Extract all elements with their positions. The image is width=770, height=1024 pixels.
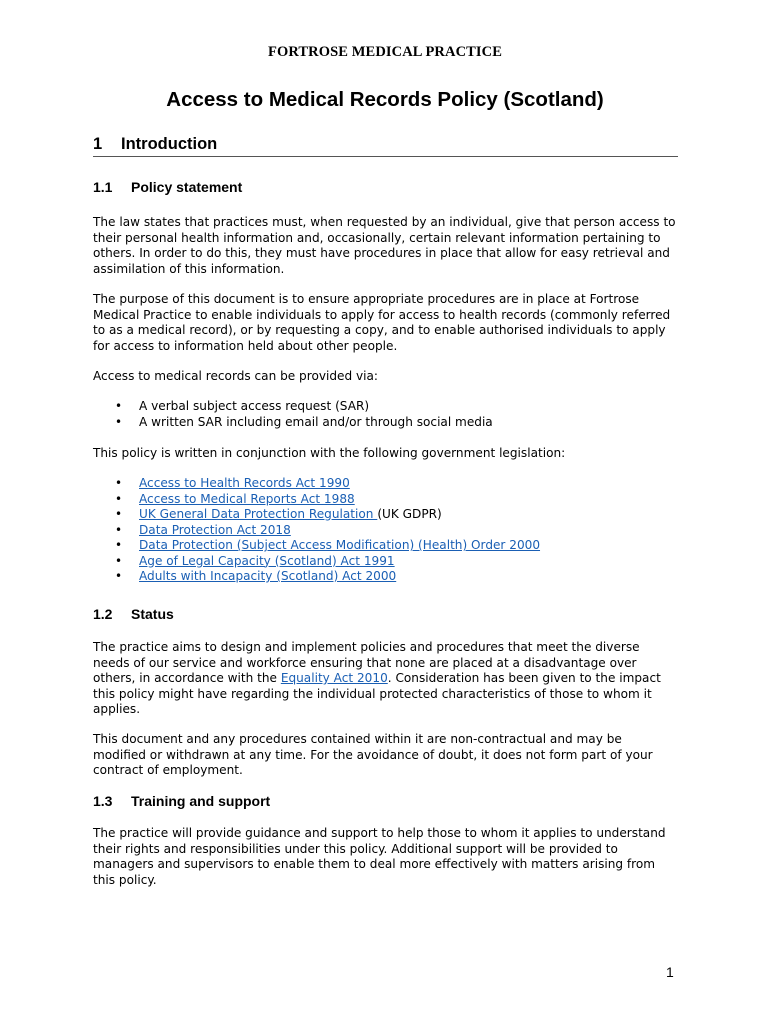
list-item [93,554,678,570]
section-1-2-number: 1.2 [93,606,113,622]
policy-statement-paragraph-1: The law states that practices must, when requested by an individual, give that person access to their personal health information and, occasionally, certain relevant information pertaining to others. In order to do this, they must have procedures in place that allow for easy retrieval and assimilation of this information. [93,215,676,276]
training-paragraph-1: The practice will provide guidance and support to help those to whom it applies to understand their rights and responsibilities under this policy. Additional support will be provided to managers and supervisors to enable them to deal more effectively with matters arising from this policy. [93,826,666,887]
list-item [93,523,678,539]
bullet-icon: • [115,569,123,583]
list-item [93,569,678,585]
section-1-3-number: 1.3 [93,793,113,809]
list-item [93,507,678,523]
document-title: Access to Medical Records Policy (Scotland) [166,88,604,111]
bullet-icon: • [115,476,123,490]
policy-statement-paragraph-3: Access to medical records can be provided via: [93,369,378,383]
section-1-1-heading [93,179,242,195]
legislation-link[interactable]: Data Protection (Subject Access Modification) (Health) Order 2000 [139,538,541,552]
equality-act-link[interactable]: Equality Act 2010 [280,671,388,685]
section-1-2-title: Status [131,606,174,622]
section-1-1-number: 1.1 [93,179,113,195]
section-1-3-heading [93,793,270,809]
access-methods-list [93,399,678,430]
section-1-heading [93,135,678,157]
page-number: 1 [666,964,674,980]
practice-header: FORTROSE MEDICAL PRACTICE [267,44,503,60]
legislation-link[interactable]: UK General Data Protection Regulation [139,507,378,521]
status-paragraph-2: This document and any procedures contained within it are non-contractual and may be modified or withdrawn at any time. For the avoidance of doubt, it does not form part of your contract of employment. [93,732,653,777]
bullet-icon: • [115,491,123,506]
section-1-1-title: Policy statement [131,179,243,195]
list-item: • A verbal subject access request (SAR) [115,399,370,413]
legislation-link[interactable]: Age of Legal Capacity (Scotland) Act 1991 [139,553,395,568]
bullet-icon: • [115,522,123,537]
list-item [93,538,678,554]
policy-statement-paragraph-4: This policy is written in conjunction with the following government legislation: [93,446,566,460]
bullet-icon: • [115,399,123,413]
legislation-list [93,476,678,585]
status-paragraph-1: The practice aims to design and implement policies and procedures that meet the diverse needs of our service and workforce ensuring that none are placed at a disadvantage over others, in accordance with the Equality Act 2010. Consideration has been given to the impact this policy might have regarding the individual protected characteristics of those to whom it applies. [93,640,661,716]
list-item [93,476,678,492]
section-1-2-heading [93,606,174,622]
section-1-3-title: Training and support [131,793,271,809]
list-item [93,492,678,508]
bullet-icon: • [115,553,123,568]
legislation-link[interactable]: Data Protection Act 2018 [139,522,291,537]
bullet-icon: • [115,538,123,552]
bullet-icon: • [115,414,123,429]
legislation-link[interactable]: Access to Health Records Act 1990 [139,476,350,490]
section-1-number: 1 [93,135,103,153]
list-item: • A written SAR including email and/or through social media [115,414,493,429]
policy-statement-paragraph-2: The purpose of this document is to ensure appropriate procedures are in place at Fortrose Medical Practice to enable individuals to apply for access to health records (commonly referred to as a medical record), or by requesting a copy, and to enable authorised individuals to apply for access to information held about other people. [93,292,671,353]
bullet-icon: • [115,507,123,521]
legislation-link[interactable]: Adults with Incapacity (Scotland) Act 2000 [139,569,397,583]
legislation-suffix: (UK GDPR) [377,507,442,521]
legislation-link[interactable]: Access to Medical Reports Act 1988 [139,491,355,506]
section-1-title: Introduction [121,135,218,153]
